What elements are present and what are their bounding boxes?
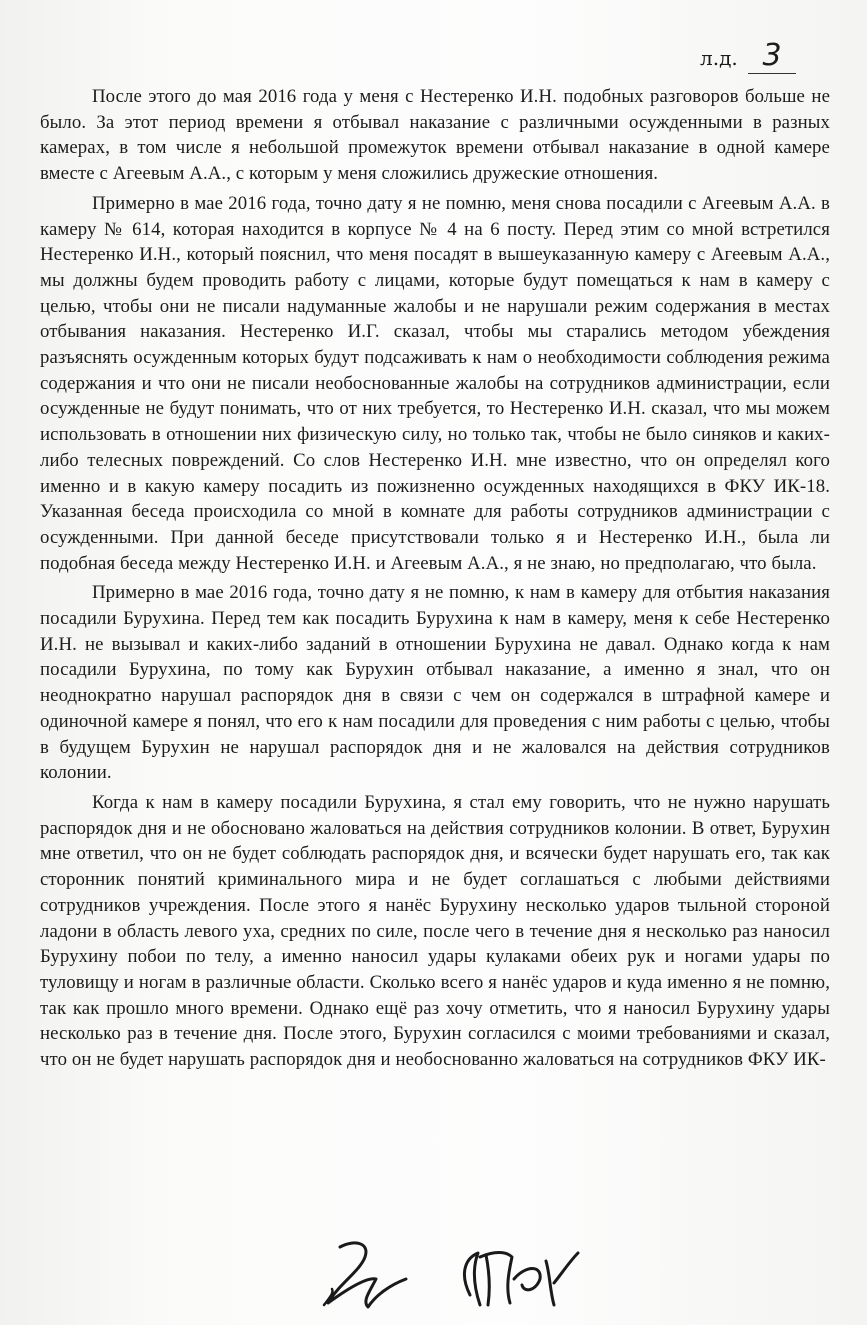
signature-right — [450, 1235, 590, 1325]
page-number-label: л.д. — [700, 46, 738, 70]
paragraph-1: После этого до мая 2016 года у меня с Нестеренко И.Н. подобных разговоров больше не было. За этот период времени я отбывал наказание с различными осужденными в разных камерах, в том числе я небольшой промежуток времени отбывал наказание в одной камере вместе с Агеевым А.А., с которым у меня сложились дружеские отношения. — [40, 86, 830, 185]
page-number — [700, 38, 796, 74]
paragraph-3: Примерно в мае 2016 года, точно дату я не помню, к нам в камеру для отбытия наказания посадили Бурухина. Перед тем как посадить Бурухина к нам в камеру, меня к себе Нестеренко И.Н. не вызывал и каких-либо заданий в отношении Бурухина не давал. Однако когда к нам посадили Бурухина, по тому как Бурухин отбывал наказание, а именно я знал, что он неоднократно нарушал распорядок дня в связи с чем он содержался в штрафной камере и одиночной камере я понял, что его к нам посадили для проведения с ним работы с целью, чтобы в будущем Бурухин не нарушал распорядок дня и не жаловался на действия сотрудников колонии. — [40, 582, 830, 784]
signature-left — [310, 1235, 420, 1325]
paragraph-4: Когда к нам в камеру посадили Бурухина, я стал ему говорить, что не нужно нарушать распорядок дня и не обосновано жаловаться на действия сотрудников колонии. В ответ, Бурухин мне ответил, что он не будет соблюдать распорядок дня, и всячески будет нарушать его, так как сторонник понятий криминального мира и не будет соглашаться с любыми действиями сотрудников учреждения. После этого я нанёс Бурухину несколько ударов тыльной стороной ладони в область левого уха, средних по силе, после чего в течение дня я несколько раз наносил Бурухину побои по телу, а именно наносил удары кулаками обеих рук и ногами удары по туловищу и ногам в различные области. Сколько всего я нанёс ударов и куда именно я не помню, так как прошло много времени. Однако ещё раз хочу отметить, что я наносил Бурухину удары несколько раз в течение дня. После этого, Бурухин согласился с моими требованиями и сказал, что он не будет нарушать распорядок дня и необоснованно жаловаться на сотрудников ФКУ ИК- — [40, 791, 830, 1071]
paragraph-2: Примерно в мае 2016 года, точно дату я не помню, меня снова посадили с Агеевым А.А. в камеру № 614, которая находится в корпусе № 4 на 6 посту. Перед этим со мной встретился Нестеренко И.Н., который пояснил, что меня посадят в вышеуказанную камеру с Агеевым А.А., мы должны будем проводить работу с лицами, которые будут помещаться к нам в камеру с целью, чтобы они не писали надуманные жалобы и не нарушали режим содержания в местах отбывания наказания. Нестеренко И.Г. сказал, чтобы мы старались методом убеждения разъяснять осужденным которых будут подсаживать к нам о необходимости соблюдения режима содержания и что они не писали необоснованные жалобы на сотрудников администрации, если осужденные не будут понимать, что от них требуется, то Нестеренко И.Н. сказал, что мы можем использовать в отношении них физическую силу, но только так, чтобы не было синяков и каких-либо телесных повреждений. Со слов Нестеренко И.Н. мне известно, что он определял кого именно и в какую камеру посадить из пожизненно осужденных находящихся в ФКУ ИК-18. Указанная беседа происходила со мной в комнате для работы сотрудников администрации с осужденными. При данной беседе присутствовали только я и Нестеренко И.Н., была ли подобная беседа между Нестеренко И.Н. и Агеевым А.А., я не знаю, но предполагаю, что была. — [40, 192, 830, 574]
page-number-value: 3 — [748, 38, 796, 74]
document-body — [40, 84, 830, 1077]
